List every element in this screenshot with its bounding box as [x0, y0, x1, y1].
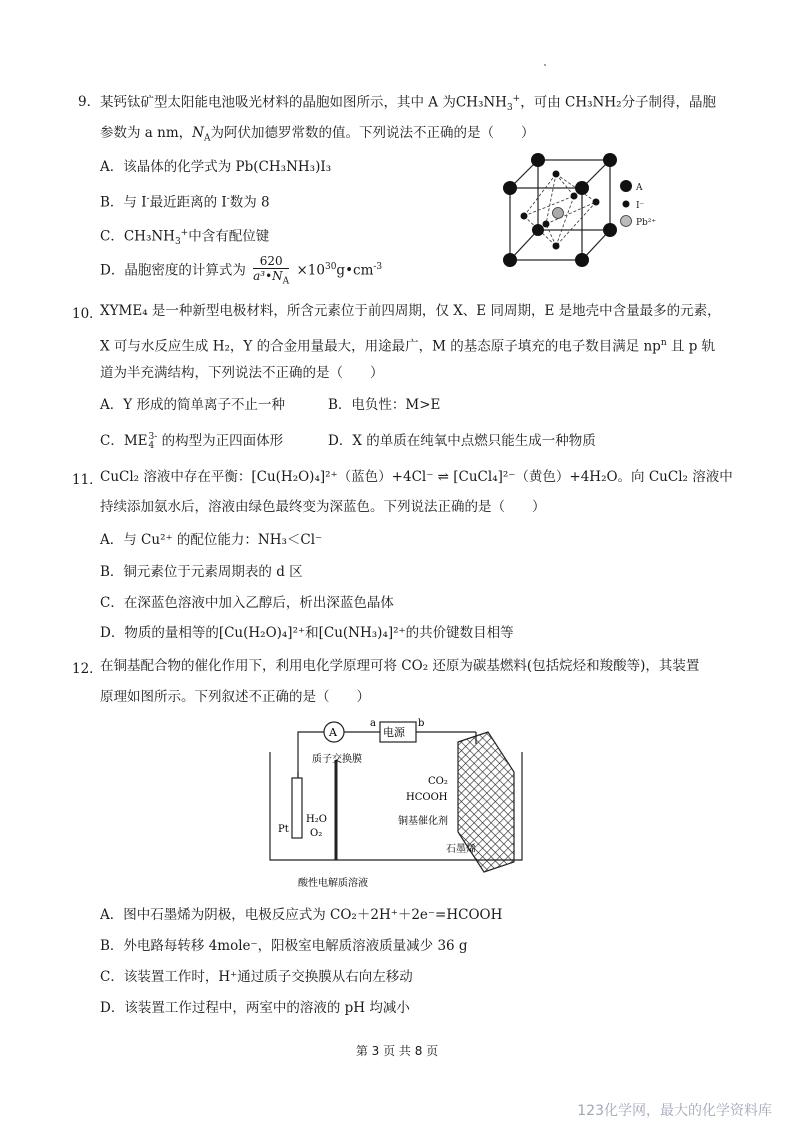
graphene-label: 石墨烯: [446, 844, 476, 855]
speck: [544, 64, 546, 66]
co2-label: CO₂: [428, 776, 448, 787]
q12-option-b: B．外电路每转移 4mole⁻，阳极室电解质溶液质量减少 36 g: [100, 938, 468, 954]
q9-stem-line2: 参数为 a nm，$N_A$为阿伏加德罗常数的值。下列说法不正确的是（ ）: [100, 125, 535, 144]
page-footer: 第 3 页 共 8 页: [355, 1044, 439, 1058]
hcooh-label: HCOOH: [406, 792, 448, 803]
power-label: 电源: [383, 726, 405, 739]
catalyst-label: 铜基催化剂: [398, 816, 448, 827]
q12-stem-line2: 原理如图所示。下列叙述不正确的是（ ）: [100, 689, 370, 705]
watermark: 123化学网，最大的化学资料库: [577, 1103, 772, 1119]
q12-option-d: D．该装置工作过程中，两室中的溶液的 pH 均减小: [100, 1000, 410, 1016]
q12-option-c: C．该装置工作时，H⁺通过质子交换膜从右向左移动: [100, 969, 413, 985]
q9-option-a: A．该晶体的化学式为 Pb(CH₃NH₃)I₃: [100, 159, 332, 175]
q10-stem-line3: 道为半充满结构，下列说法不正确的是（ ）: [100, 365, 384, 381]
q12-number: 12．: [72, 661, 103, 677]
q10-stem-line2: X 可与水反应生成 H₂，Y 的合金用量最大，用途最广，M 的基态原子填充的电子数目满足 $np^n$ 且 p 轨: [100, 338, 716, 355]
electrolysis-figure: [262, 712, 532, 894]
q12-option-a: A．图中石墨烯为阴极，电极反应式为 CO₂＋2H⁺＋2e⁻=HCOOH: [100, 907, 503, 923]
q11-option-a: A．与 Cu²⁺ 的配位能力：NH₃＜Cl⁻: [100, 532, 323, 548]
q10-option-a: A．Y 形成的简单离子不止一种: [100, 397, 285, 413]
q11-option-b: B．铜元素位于元素周期表的 d 区: [100, 564, 303, 580]
legend-i: I⁻: [636, 201, 645, 211]
q10-option-b: B．电负性：M>E: [328, 397, 441, 413]
electrolyte-label: 酸性电解质溶液: [298, 878, 368, 889]
ammeter-label: A: [329, 726, 337, 739]
q9-stem-line1: 某钙钛矿型太阳能电池吸光材料的晶胞如图所示，其中 A 为$CH_3NH_3^+$，可由 CH₃NH₂分子制得，晶胞: [100, 94, 717, 114]
q12-stem-line1: 在铜基配合物的催化作用下，利用电化学原理可将 CO₂ 还原为碳基燃料(包括烷烃和羧酸等)，其装置: [100, 658, 700, 674]
o2-label: O₂: [310, 828, 323, 839]
q10-stem-line1: XYME₄ 是一种新型电极材料，所含元素位于前四周期，仅 X、E 同周期，E 是地壳中含量最多的元素，: [100, 303, 721, 319]
q11-stem-line1: CuCl₂ 溶液中存在平衡：[Cu(H₂O)₄]²⁺（蓝色）+4Cl⁻ ⇌ [CuCl₄]²⁻（黄色）+4H₂O。向 CuCl₂ 溶液中: [100, 469, 733, 485]
terminal-b: b: [418, 718, 425, 729]
crystal-cell-figure: [498, 150, 678, 275]
q11-stem-line2: 持续添加氨水后，溶液由绿色最终变为深蓝色。下列说法正确的是（ ）: [100, 499, 546, 515]
legend-pb: Pb²⁺: [636, 218, 657, 228]
q9-option-b: B．与 I-最近距离的 I-数为 8: [100, 194, 270, 211]
q10-option-c: C．ME 3- 4 的构型为正四面体形: [100, 431, 284, 451]
q9-option-d: D．晶胞密度的计算式为 $\frac{620}{a^3•N_A}$ $\times 10^{30}g•cm^{-3}$: [100, 253, 383, 287]
q11-number: 11．: [72, 472, 103, 488]
legend-a: A: [636, 183, 643, 193]
membrane-label: 质子交换膜: [312, 754, 362, 765]
h2o-label: H₂O: [306, 814, 327, 825]
q11-option-d: D．物质的量相等的[Cu(H₂O)₄]²⁺和[Cu(NH₃)₄]²⁺的共价键数目相等: [100, 625, 514, 641]
q10-number: 10．: [72, 306, 103, 322]
terminal-a: a: [370, 718, 376, 729]
q9-number: 9．: [78, 94, 101, 110]
q9-option-c: C．$CH_3NH_3^+$中含有配位键: [100, 228, 270, 248]
q11-option-c: C．在深蓝色溶液中加入乙醇后，析出深蓝色晶体: [100, 595, 394, 611]
pt-label: Pt: [278, 824, 289, 835]
density-fraction: $\frac{620}{a^3•N_A}$: [253, 253, 290, 287]
q10-option-d: D．X 的单质在纯氧中点燃只能生成一种物质: [328, 433, 596, 449]
